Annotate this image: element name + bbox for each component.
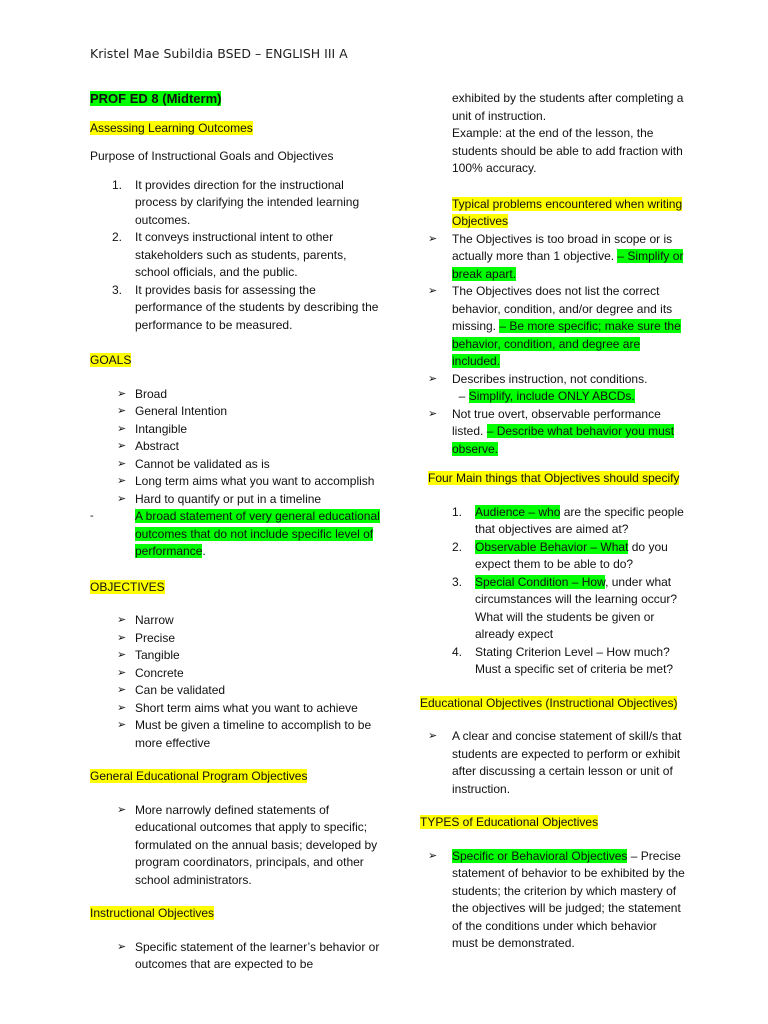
arrow-bullet-icon: ➢ xyxy=(117,631,127,644)
list-item: 2. Observable Behavior – What do you expect them to be able to do? xyxy=(452,539,668,571)
arrow-bullet-icon: ➢ xyxy=(117,940,127,953)
arrow-bullet-icon: ➢ xyxy=(117,614,127,626)
arrow-bullet-icon: ➢ xyxy=(117,422,127,435)
list-item: ➢ Broad xyxy=(90,386,380,404)
arrow-bullet-icon: ➢ xyxy=(117,492,127,505)
list-item: ➢ Specific statement of the learner’s behavior or outcomes that are expected to be xyxy=(117,939,380,971)
list-item: 4. Stating Criterion Level – How much? Must a specific set of criteria be met? xyxy=(452,644,674,676)
document-header: Kristel Mae Subildia BSED – ENGLISH III A xyxy=(90,46,348,61)
list-item: ➢ Must be given a timeline to accomplish to be more effective xyxy=(117,718,372,750)
list-item: ➢ General Intention xyxy=(90,403,380,421)
problems-list xyxy=(420,231,685,459)
list-item: ➢ Concrete xyxy=(90,665,380,683)
arrow-bullet-icon: ➢ xyxy=(428,849,438,862)
left-column xyxy=(90,90,380,986)
heading-four-main-things: Four Main things that Objectives should specify xyxy=(428,471,680,485)
list-item: 2. It conveys instructional intent to other stakeholders such as students, parents, school officials, and the public. xyxy=(112,230,347,279)
list-item: ➢ Cannot be validated as is xyxy=(90,456,380,474)
example-text: Example: at the end of the lesson, the students should be able to add fraction with 100% accuracy. xyxy=(452,126,683,175)
continued-text: exhibited by the students after completing a unit of instruction. xyxy=(452,91,684,123)
list-item: ➢ Specific or Behavioral Objectives – Precise statement of behavior to be exhibited by the students; the criterion by which mastery of the objectives will be judged; the statement of the conditions under which behavior must be demonstrated. xyxy=(428,848,685,950)
arrow-bullet-icon: ➢ xyxy=(117,387,127,400)
document-title: PROF ED 8 (Midterm) xyxy=(90,91,222,106)
heading-objectives: OBJECTIVES xyxy=(90,579,165,594)
objectives-list xyxy=(90,612,380,752)
list-item: 3. It provides basis for assessing the performance of the students by describing the performance to be measured. xyxy=(112,282,379,332)
heading-educational-objectives: Educational Objectives (Instructional Objectives) xyxy=(420,695,678,710)
heading-gepo: General Educational Program Objectives xyxy=(90,769,308,783)
list-item: ➢ Hard to quantify or put in a timeline xyxy=(90,491,380,509)
heading-typical-problems: Typical problems encountered when writing Objectives xyxy=(452,196,683,228)
arrow-bullet-icon: ➢ xyxy=(117,803,127,816)
list-item: ➢ Narrow xyxy=(90,612,380,630)
arrow-bullet-icon: ➢ xyxy=(117,475,127,487)
arrow-bullet-icon: ➢ xyxy=(117,666,127,679)
arrow-bullet-icon: ➢ xyxy=(428,232,438,245)
heading-instructional-objectives: Instructional Objectives xyxy=(90,906,215,920)
list-item: ➢ Abstract xyxy=(90,438,380,456)
right-column xyxy=(420,90,685,965)
list-item: ➢ Long term aims what you want to accomplish xyxy=(90,473,380,491)
arrow-bullet-icon: ➢ xyxy=(117,457,127,470)
list-item: - A broad statement of very general educational outcomes that do not include specific level of performance. xyxy=(90,509,380,558)
purpose-list xyxy=(90,177,380,335)
arrow-bullet-icon: ➢ xyxy=(117,684,127,696)
list-item: 1. It provides direction for the instructional process by clarifying the intended learning outcomes. xyxy=(112,177,360,227)
arrow-bullet-icon: ➢ xyxy=(117,719,127,731)
arrow-bullet-icon: ➢ xyxy=(117,701,127,714)
arrow-bullet-icon: ➢ xyxy=(428,730,438,742)
arrow-bullet-icon: ➢ xyxy=(117,649,127,661)
edu-list xyxy=(420,728,685,798)
arrow-bullet-icon: ➢ xyxy=(117,405,127,417)
heading-assessing: Assessing Learning Outcomes xyxy=(90,120,253,135)
list-item: ➢ Tangible xyxy=(90,647,380,665)
goals-definition: A broad statement of very general educational outcomes that do not include specific level of performance xyxy=(135,509,380,558)
list-item: ➢ Intangible xyxy=(90,421,380,439)
instr-list xyxy=(90,939,380,974)
types-list xyxy=(420,848,685,953)
list-item: ➢ Precise xyxy=(90,630,380,648)
goals-list xyxy=(90,386,380,561)
list-item: ➢ Not true overt, observable performance listed. – Describe what behavior you must observe. xyxy=(428,406,675,456)
gepo-list xyxy=(90,802,380,890)
list-item: ➢ A clear and concise statement of skill/s that students are expected to perform or exhibit after discussing a certain lesson or unit of instruction. xyxy=(428,729,682,796)
list-item: ➢ Can be validated xyxy=(90,682,380,700)
arrow-bullet-icon: ➢ xyxy=(428,285,438,297)
list-item: 1. Audience – who are the specific people that objectives are aimed at? xyxy=(452,504,684,536)
heading-types: TYPES of Educational Objectives xyxy=(420,815,599,829)
list-item: 3. Special Condition – How, under what circumstances will the learning occur? What will the students be given or already expect xyxy=(452,574,678,641)
four-things-list xyxy=(420,504,685,679)
heading-goals: GOALS xyxy=(90,353,132,367)
list-item: ➢ Short term aims what you want to achieve xyxy=(90,700,380,718)
arrow-bullet-icon: ➢ xyxy=(428,372,438,385)
list-item: ➢ More narrowly defined statements of educational outcomes that apply to specific; formulated on the annual basis; developed by program coordinators, principals, and other school administrators. xyxy=(117,802,378,887)
list-item: ➢ The Objectives does not list the correct behavior, condition, and/or degree and its missing. – Be more specific; make sure the behavior, condition, and degree are included. xyxy=(428,284,681,368)
heading-purpose: Purpose of Instructional Goals and Objectives xyxy=(90,149,334,163)
list-item: ➢ Describes instruction, not conditions. – Simplify, include ONLY ABCDs. xyxy=(428,371,648,403)
list-item: ➢ The Objectives is too broad in scope or is actually more than 1 objective. – Simplify or break apart. xyxy=(428,231,684,281)
arrow-bullet-icon: ➢ xyxy=(117,440,127,452)
arrow-bullet-icon: ➢ xyxy=(428,407,438,420)
